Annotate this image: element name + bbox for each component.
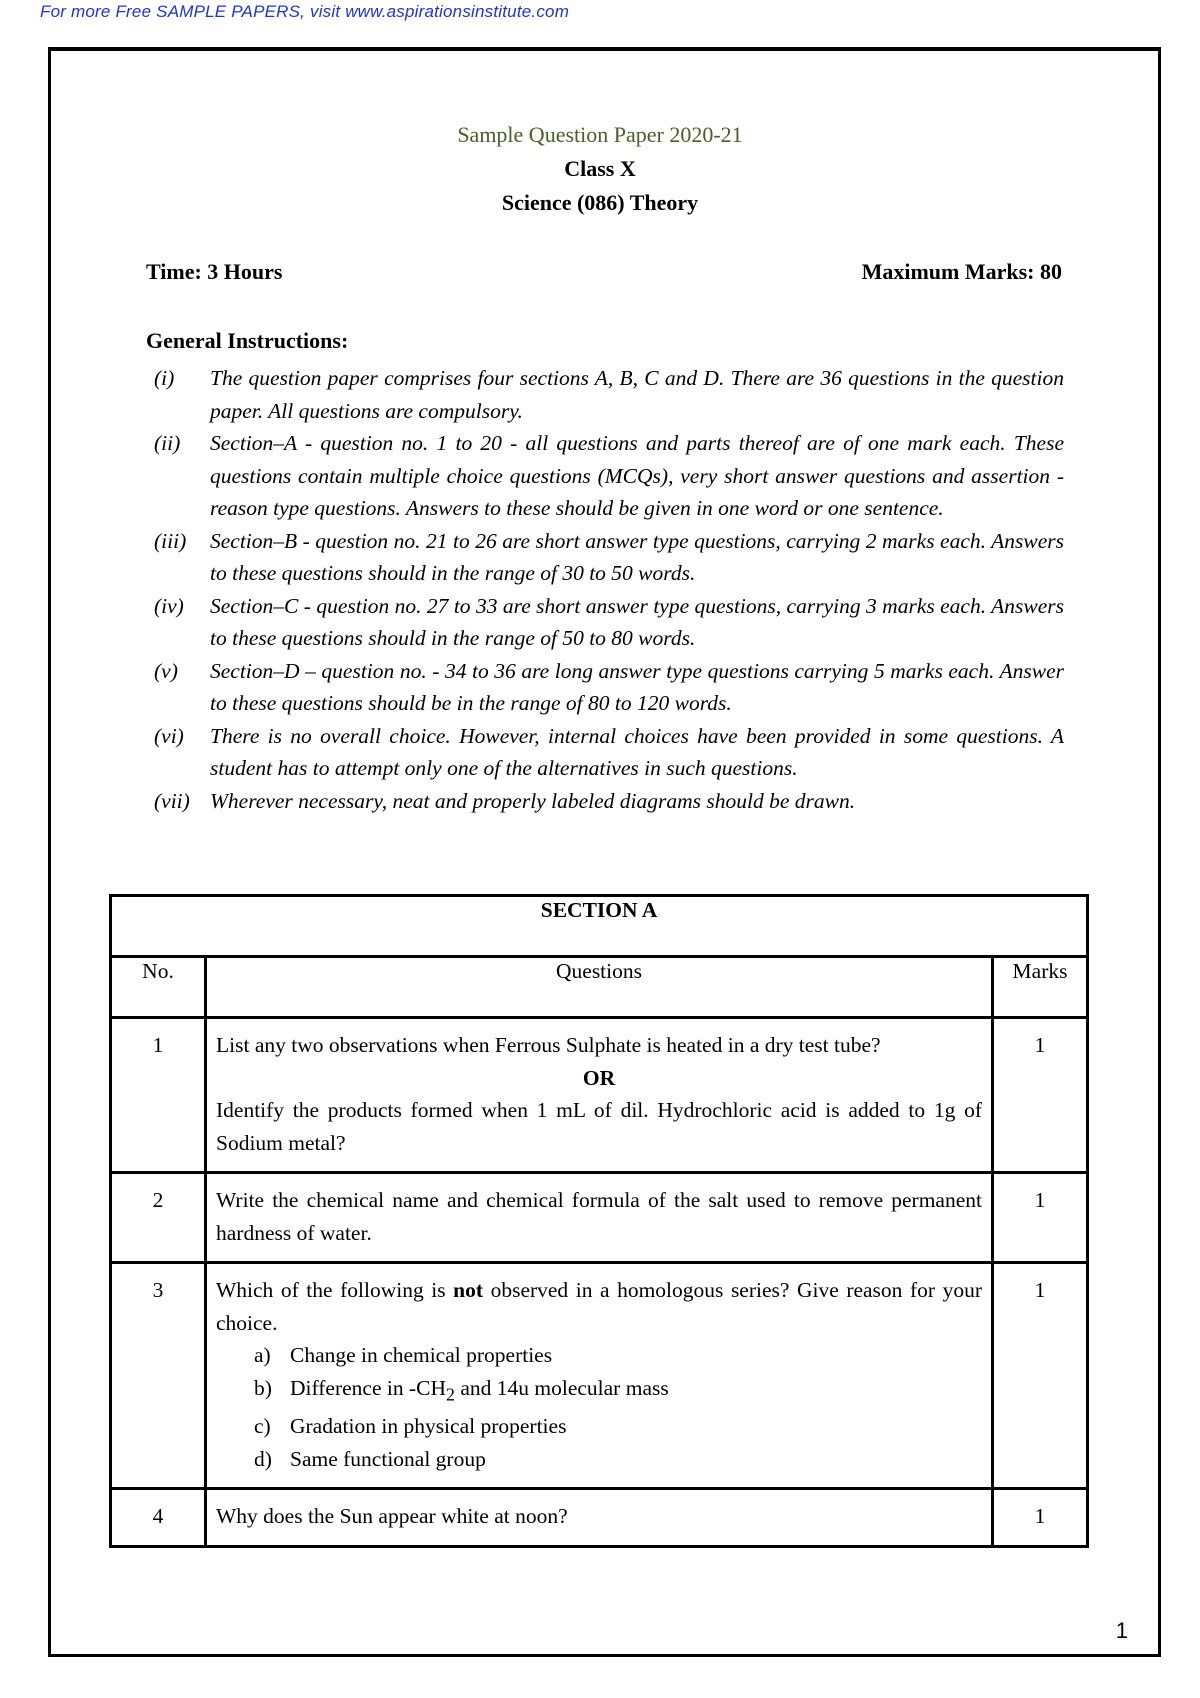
question-text: Why does the Sun appear white at noon?	[206, 1489, 993, 1547]
instruction-text: Section–C - question no. 27 to 33 are short answer type questions, carrying 3 marks each. Answers to these questions should in the range of 50 to 80 words.	[210, 593, 1064, 650]
question-number: 4	[111, 1489, 206, 1547]
instruction-item	[146, 590, 1064, 655]
table-header-row	[111, 957, 1088, 1018]
question-text	[206, 1018, 993, 1173]
table-row	[111, 1263, 1088, 1489]
question-part-a: List any two observations when Ferrous Sulphate is heated in a dry test tube?	[216, 1033, 881, 1057]
time-label: Time: 3 Hours	[146, 259, 283, 284]
option-label: d)	[254, 1446, 272, 1471]
instruction-text: Section–B - question no. 21 to 26 are short answer type questions, carrying 2 marks each. Answers to these questions should in the range of 30 to 50 words.	[210, 528, 1064, 585]
section-title-row	[111, 896, 1088, 957]
question-number: 2	[111, 1173, 206, 1263]
question-stem	[216, 1274, 982, 1339]
instruction-text: There is no overall choice. However, internal choices have been provided in some questions. A student has to attempt only one of the alternatives in such questions.	[210, 723, 1064, 780]
instruction-number: (vii)	[154, 788, 190, 813]
general-instructions-heading: General Instructions:	[146, 328, 349, 353]
column-header-questions: Questions	[206, 957, 993, 1018]
instruction-item	[146, 655, 1064, 720]
table-row	[111, 1489, 1088, 1547]
question-text	[206, 1263, 993, 1489]
column-header-marks: Marks	[993, 957, 1088, 1018]
option-label: c)	[254, 1414, 271, 1439]
question-part-b: Identify the products formed when 1 mL of dil. Hydrochloric acid is added to 1g of Sodium metal?	[216, 1098, 982, 1155]
option-text-part: and 14u molecular mass	[454, 1375, 669, 1400]
question-text: Write the chemical name and chemical formula of the salt used to remove permanent hardness of water.	[206, 1173, 993, 1263]
instruction-number: (ii)	[154, 431, 181, 455]
instruction-text: Section–D – question no. - 34 to 36 are long answer type questions carrying 5 marks each. Answer to these questions should be in the range of 80 to 120 words.	[210, 658, 1064, 715]
subject-label: Science (086) Theory	[501, 190, 699, 215]
question-marks: 1	[993, 1173, 1088, 1263]
question-marks: 1	[993, 1018, 1088, 1173]
table-row	[111, 1173, 1088, 1263]
instruction-text: Wherever necessary, neat and properly labeled diagrams should be drawn.	[210, 788, 856, 813]
instruction-item	[146, 525, 1064, 590]
paper-title: Sample Question Paper 2020-21	[457, 122, 743, 147]
class-label: Class X	[564, 156, 636, 181]
instruction-item	[146, 362, 1064, 427]
section-a-table	[109, 894, 1089, 1548]
subscript: 2	[446, 1383, 455, 1404]
option-text	[290, 1372, 669, 1411]
max-marks-label: Maximum Marks: 80	[861, 259, 1062, 284]
option-text: Change in chemical properties	[290, 1343, 553, 1367]
instruction-number: (i)	[154, 366, 175, 390]
instruction-text: Section–A - question no. 1 to 20 - all questions and parts thereof are of one mark each. These questions contain multiple choice questions (MCQs), very short answer questions and assertion - reason type questions. Answers to these should be given in one word or one sentence.	[210, 431, 1064, 520]
instruction-item	[146, 427, 1064, 525]
option-text-part: Difference in -CH	[290, 1375, 447, 1400]
instruction-number: (iii)	[154, 528, 187, 553]
stem-emphasis: not	[453, 1278, 484, 1302]
option-label: a)	[254, 1343, 271, 1367]
stem-part: observed in a homologous series? Give reason for your choice.	[216, 1278, 982, 1335]
option-label: b)	[254, 1375, 272, 1400]
question-marks: 1	[993, 1489, 1088, 1547]
question-number: 3	[111, 1263, 206, 1489]
column-header-no: No.	[111, 957, 206, 1018]
question-number: 1	[111, 1018, 206, 1173]
stem-part: Which of the following is	[216, 1278, 454, 1302]
instruction-text: The question paper comprises four sections A, B, C and D. There are 36 questions in the question paper. All questions are compulsory.	[210, 366, 1064, 423]
question-marks: 1	[993, 1263, 1088, 1489]
instruction-item	[146, 720, 1064, 785]
instruction-number: (vi)	[154, 723, 184, 748]
or-separator: OR	[582, 1065, 616, 1090]
instruction-number: (iv)	[154, 593, 184, 618]
option-a	[216, 1339, 982, 1372]
option-text: Same functional group	[290, 1446, 486, 1471]
option-d	[216, 1443, 982, 1476]
page-number: 1	[1115, 1618, 1128, 1643]
option-c	[216, 1410, 982, 1443]
instruction-number: (v)	[154, 658, 178, 683]
instruction-item	[146, 785, 1064, 818]
instructions-list	[146, 362, 1064, 817]
option-text: Gradation in physical properties	[290, 1414, 567, 1439]
table-row	[111, 1018, 1088, 1173]
promo-banner: For more Free SAMPLE PAPERS, visit www.aspirationsinstitute.com	[40, 2, 570, 21]
option-b	[216, 1372, 982, 1411]
section-title: SECTION A	[111, 896, 1088, 957]
